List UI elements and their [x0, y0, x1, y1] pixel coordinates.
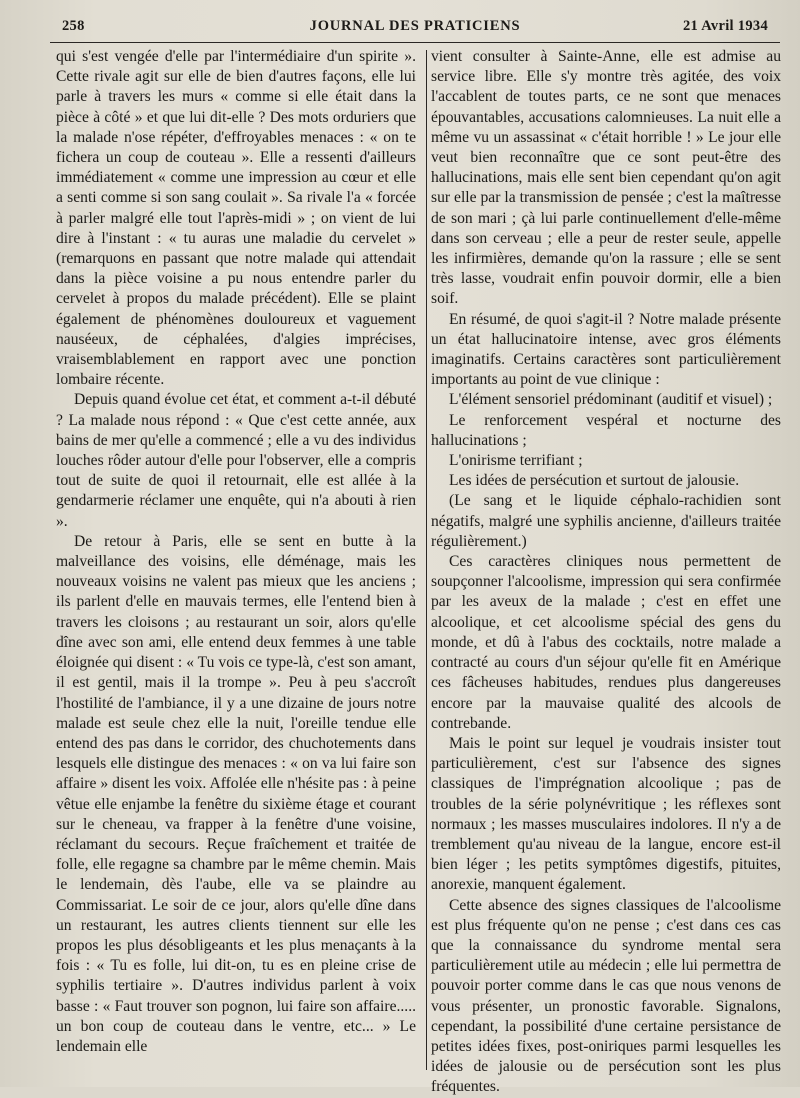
column-divider: [426, 50, 427, 1070]
paragraph: En résumé, de quoi s'agit-il ? Notre malade présente un état hallucinatoire intense, avec gros éléments imaginatifs. Certains caractères sont particulièrement importants au point de vue clinique :: [431, 310, 781, 389]
paragraph: qui s'est vengée d'elle par l'intermédiaire d'un spirite ». Cette rivale agit sur elle de bien d'autres façons, elle lui parle à travers les murs « comme si elle était dans la pièce à côté » et que lui dit-elle ? Des mots orduriers que la malade n'ose répéter, d'effroyables menaces : « on te fichera un coup de couteau ». Elle a ressenti d'ailleurs immédiatement « comme une impression au cœur et elle a senti comme si son sang coulait ». Sa rivale l'a « forcée à parler malgré elle tout l'après-midi » ; on vient de lui dire à l'instant : « tu auras une maladie du cervelet » (remarquons en passant que notre malade qui attendait dans la pièce voisine a pu nous entendre parler du cervelet à propos du malade précédent). Elle se plaint également de phénomènes douloureux et vaguement nauséeux, de céphalées, d'algies imprécises, vraisemblablement en rapport avec une ponction lombaire récente.: [56, 48, 416, 389]
paragraph: Cette absence des signes classiques de l'alcoolisme est plus fréquente qu'on ne pense ; c'est dans ces cas que la connaissance du syndrome mental sera particulièrement utile au médecin ; elle lui permettra de pouvoir porter comme dans le cas que nous venons de vous présenter, un pronostic favorable. Signalons, cependant, la possibilité d'une certaine persistance de petites idées fixes, post-oniriques parmi lesquelles les idées de jalousie ou de persécution sont les plus fréquentes.: [431, 896, 781, 1096]
left-column: [56, 47, 416, 1057]
paragraph: Mais le point sur lequel je voudrais insister tout particulièrement, c'est sur l'absence des signes classiques de l'imprégnation alcoolique ; pas de troubles de la série polynévritique ; les réflexes sont normaux ; les masses musculaires indolores. Il n'y a de tremblement qu'au niveau de la langue, encore est-il bien léger ; les petits symptômes digestifs, pituites, anorexie, manquent également.: [431, 734, 781, 894]
paragraph: Le renforcement vespéral et nocturne des hallucinations ;: [431, 411, 781, 449]
journal-title: JOURNAL DES PRATICIENS: [309, 18, 521, 34]
paragraph: Ces caractères cliniques nous permettent de soupçonner l'alcoolisme, impression qui sera confirmée par les aveux de la malade ; c'est en effet une alcoolique, et cet alcoolisme spécial des gens du monde, et dû à l'abus des cocktails, notre malade a contracté au cours d'un séjour qu'elle fit en Amérique ces fâcheuses habitudes, rendues plus dangereuses encore par la mauvaise qualité des alcools de contrebande.: [431, 553, 781, 732]
paragraph: vient consulter à Sainte-Anne, elle est admise au service libre. Elle s'y montre très agitée, des voix l'accablent de toutes parts, ce ne sont que menaces épouvantables, accusations calomnieuses. La nuit elle a même vu un assassinat « c'était horrible ! » Le jour elle veut bien reconnaître que ce sont peut-être des hallucinations, mais elle sent bien cependant qu'on agit sur elle par la transmission de pensée ; c'est la maîtresse de son mari ; çà lui parle continuellement d'elle-même dans son cerveau ; elle a peur de rester seule, appelle les infirmières, demande qu'on la rassure ; elle se sent très lasse, voudrait enfin pouvoir dormir, elle a bien soif.: [431, 48, 781, 308]
paragraph: De retour à Paris, elle se sent en butte à la malveillance des voisins, elle déménage, mais les nouveaux voisins ne valent pas mieux que les anciens ; ils parlent d'elle en mauvais termes, elle l'entend bien à travers les cloisons ; au restaurant un soir, alors qu'elle dîne avec son ami, elle entend deux femmes à une table éloignée qui disent : « Tu vois ce type-là, c'est son amant, il est gentil, mais il la trompe ». Peu à peu s'accroît l'hostilité de l'ambiance, il y a une dizaine de jours notre malade est seule chez elle la nuit, l'oreille tendue elle entend des pas dans le corridor, des chuchotements dans lesquels elle distingue des menaces : « on va lui faire son affaire » disent les voix. Affolée elle n'hésite pas : à peine vêtue elle enjambe la fenêtre du sixième étage et courant sur le cheneau, va frapper à la fenêtre d'une voisine, réclamant du secours. Reçue fraîchement et traitée de folle, elle regagne sa chambre par le même chemin. Mais le lendemain, dès l'aube, elle va se plaindre au Commissariat. Le soir de ce jour, alors qu'elle dîne dans un restaurant, les autres clients tiennent sur elle les propos les plus désobligeants et les plus menaçants à la fois : « Tu es folle, lui dit-on, tu es en pleine crise de syphilis tertiaire ». D'autres individus parlent à voix basse : « Faut trouver son pognon, lui faire son affaire..... un bon coup de couteau dans le ventre, etc... » Le lendemain elle: [56, 532, 416, 1055]
issue-date: 21 Avril 1934: [683, 18, 768, 34]
running-header: [62, 14, 768, 38]
page-number: 258: [62, 18, 85, 34]
right-column: [431, 47, 781, 1098]
paragraph: Depuis quand évolue cet état, et comment a-t-il débuté ? La malade nous répond : « Que c'est cette année, aux bains de mer qu'elle a commencé ; elle a vu des individus louches rôder autour d'elle pour l'observer, elle a compris tout de suite de quoi il retournait, elle est allée à la gendarmerie réclamer une enquête, qui n'a abouti à rien ».: [56, 391, 416, 530]
paragraph: L'élément sensoriel prédominant (auditif et visuel) ;: [449, 391, 773, 409]
header-rule: [50, 42, 780, 43]
paragraph: (Le sang et le liquide céphalo-rachidien sont négatifs, malgré une syphilis ancienne, d'ailleurs traitée régulièrement.): [431, 492, 781, 550]
paragraph: L'onirisme terrifiant ;: [449, 452, 583, 470]
paragraph: Les idées de persécution et surtout de jalousie.: [449, 472, 740, 490]
